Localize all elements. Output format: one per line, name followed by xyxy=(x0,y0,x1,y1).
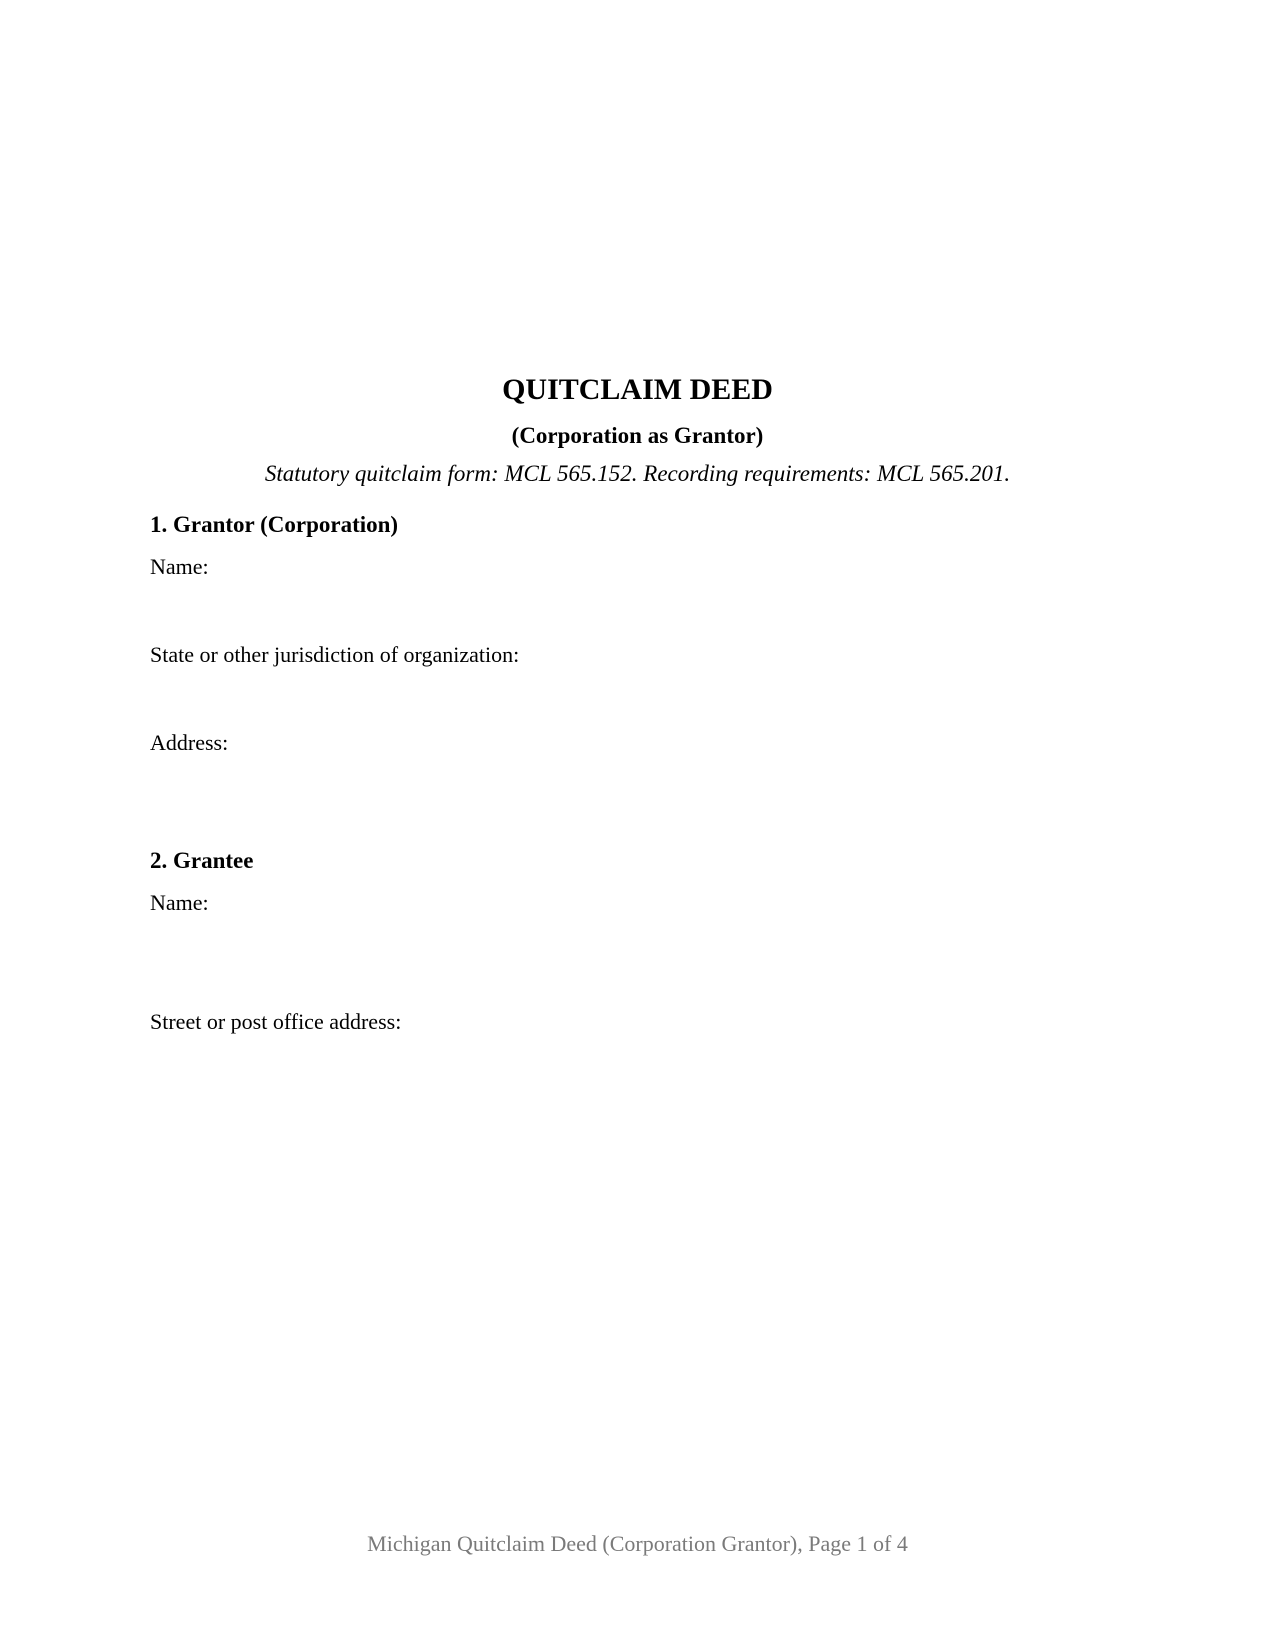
document-title: QUITCLAIM DEED xyxy=(502,373,773,406)
grantor-address-label: Address: xyxy=(150,730,229,755)
document-subtitle: (Corporation as Grantor) xyxy=(511,423,764,448)
section-heading-grantor: 1. Grantor (Corporation) xyxy=(150,512,399,537)
statutory-citation: Statutory quitclaim form: MCL 565.152. Recording requirements: MCL 565.201. xyxy=(264,461,1011,486)
grantor-jurisdiction-label: State or other jurisdiction of organization: xyxy=(150,642,520,667)
page-footer: Michigan Quitclaim Deed (Corporation Grantor), Page 1 of 4 xyxy=(367,1531,908,1556)
section-heading-grantee: 2. Grantee xyxy=(150,848,254,873)
grantee-name-label: Name: xyxy=(150,890,209,915)
grantor-name-label: Name: xyxy=(150,554,209,579)
grantee-address-label: Street or post office address: xyxy=(150,1009,402,1034)
